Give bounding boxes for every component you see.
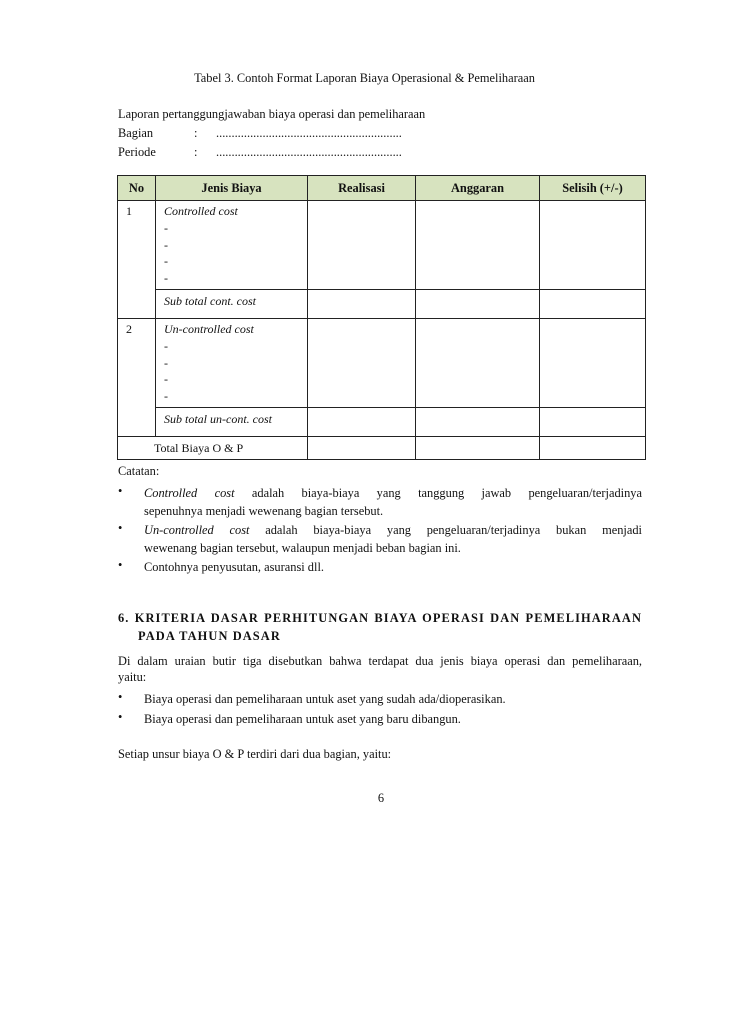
note-text: adalah biaya-biaya yang tanggung jawab pengeluaran/terjadinya bbox=[251, 486, 642, 500]
table-row bbox=[118, 290, 646, 319]
cost-category-cell bbox=[156, 201, 308, 290]
total-label: Total Biaya O & P bbox=[154, 441, 244, 455]
closing-sentence: Setiap unsur biaya O & P terdiri dari dua bagian, yaitu: bbox=[118, 747, 392, 761]
section-heading: 6. KRITERIA DASAR PERHITUNGAN BIAYA OPERASI DAN PEMELIHARAAN bbox=[118, 611, 642, 625]
row-number: 1 bbox=[118, 201, 156, 290]
header-selisih: Selisih (+/-) bbox=[540, 176, 646, 201]
list-item: - bbox=[164, 372, 168, 387]
list-item: - bbox=[164, 271, 168, 286]
note-example: Contohnya penyusutan, asuransi dll. bbox=[144, 560, 324, 574]
bullet-icon: • bbox=[118, 484, 123, 498]
table-row bbox=[118, 319, 646, 408]
total-row bbox=[118, 437, 646, 460]
bullet-icon: • bbox=[118, 710, 123, 724]
subtotal-label: Sub total cont. cost bbox=[164, 294, 256, 308]
subtotal-cell bbox=[156, 290, 308, 319]
list-item: - bbox=[164, 338, 168, 353]
list-item: - bbox=[164, 389, 168, 404]
anggaran-cell bbox=[416, 437, 540, 460]
report-title: Laporan pertanggungjawaban biaya operasi dan pemeliharaan bbox=[118, 107, 426, 121]
notes-label: Catatan: bbox=[118, 464, 160, 478]
bagian-label: Bagian bbox=[118, 126, 154, 140]
subtotal-label: Sub total un-cont. cost bbox=[164, 412, 272, 426]
list-item: Biaya operasi dan pemeliharaan untuk aset yang baru dibangun. bbox=[144, 712, 461, 726]
subtotal-cell bbox=[156, 408, 308, 437]
bagian-line bbox=[118, 126, 402, 141]
note-text: sepenuhnya menjadi wewenang bagian tersebut. bbox=[144, 504, 384, 518]
term: Un-controlled cost bbox=[144, 523, 250, 537]
bullet-icon: • bbox=[118, 690, 123, 704]
selisih-cell bbox=[540, 290, 646, 319]
category-title: Controlled cost bbox=[164, 204, 238, 218]
table-row bbox=[118, 408, 646, 437]
note-controlled-cost bbox=[144, 484, 642, 520]
realisasi-cell bbox=[308, 319, 416, 408]
selisih-cell bbox=[540, 437, 646, 460]
table-row bbox=[118, 201, 646, 290]
list-item: Biaya operasi dan pemeliharaan untuk aset yang sudah ada/dioperasikan. bbox=[144, 692, 506, 706]
term: Controlled cost bbox=[144, 486, 235, 500]
header-anggaran: Anggaran bbox=[416, 176, 540, 201]
category-title: Un-controlled cost bbox=[164, 322, 254, 336]
realisasi-cell bbox=[308, 437, 416, 460]
header-no: No bbox=[118, 176, 156, 201]
bagian-dots: ............................................................ bbox=[216, 126, 402, 140]
page-number: 6 bbox=[377, 791, 385, 805]
cost-category-cell bbox=[156, 319, 308, 408]
list-item: - bbox=[164, 220, 168, 235]
selisih-cell bbox=[540, 408, 646, 437]
periode-label: Periode bbox=[118, 145, 156, 159]
cost-report-table bbox=[117, 175, 646, 460]
list-item: - bbox=[164, 254, 168, 269]
periode-dots: ............................................................ bbox=[216, 145, 402, 159]
colon: : bbox=[194, 145, 198, 159]
realisasi-cell bbox=[308, 408, 416, 437]
section-heading-cont: PADA TAHUN DASAR bbox=[138, 629, 281, 643]
selisih-cell bbox=[540, 201, 646, 290]
header-realisasi: Realisasi bbox=[308, 176, 416, 201]
intro-line: yaitu: bbox=[118, 670, 147, 684]
anggaran-cell bbox=[416, 319, 540, 408]
selisih-cell bbox=[540, 319, 646, 408]
total-cell bbox=[118, 437, 308, 460]
periode-line bbox=[118, 145, 402, 160]
realisasi-cell bbox=[308, 201, 416, 290]
realisasi-cell bbox=[308, 290, 416, 319]
row-number: 2 bbox=[118, 319, 156, 408]
table-header-row bbox=[118, 176, 646, 201]
list-item: - bbox=[164, 355, 168, 370]
bullet-icon: • bbox=[118, 521, 123, 535]
table-caption: Tabel 3. Contoh Format Laporan Biaya Operasional & Pemeliharaan bbox=[194, 71, 535, 85]
note-text: adalah biaya-biaya yang pengeluaran/terjadinya bukan menjadi bbox=[265, 523, 642, 537]
list-item: - bbox=[164, 237, 168, 252]
anggaran-cell bbox=[416, 290, 540, 319]
header-jenis-biaya: Jenis Biaya bbox=[156, 176, 308, 201]
row-number-empty bbox=[118, 408, 156, 437]
colon: : bbox=[194, 126, 198, 140]
note-uncontrolled-cost bbox=[144, 521, 642, 557]
bullet-icon: • bbox=[118, 558, 123, 572]
anggaran-cell bbox=[416, 201, 540, 290]
intro-line: Di dalam uraian butir tiga disebutkan bahwa terdapat dua jenis biaya operasi dan pemeliharaan, bbox=[118, 654, 642, 668]
section-intro bbox=[118, 654, 642, 685]
anggaran-cell bbox=[416, 408, 540, 437]
note-text: wewenang bagian tersebut, walaupun menjadi beban bagian ini. bbox=[144, 541, 461, 555]
row-number-empty bbox=[118, 290, 156, 319]
